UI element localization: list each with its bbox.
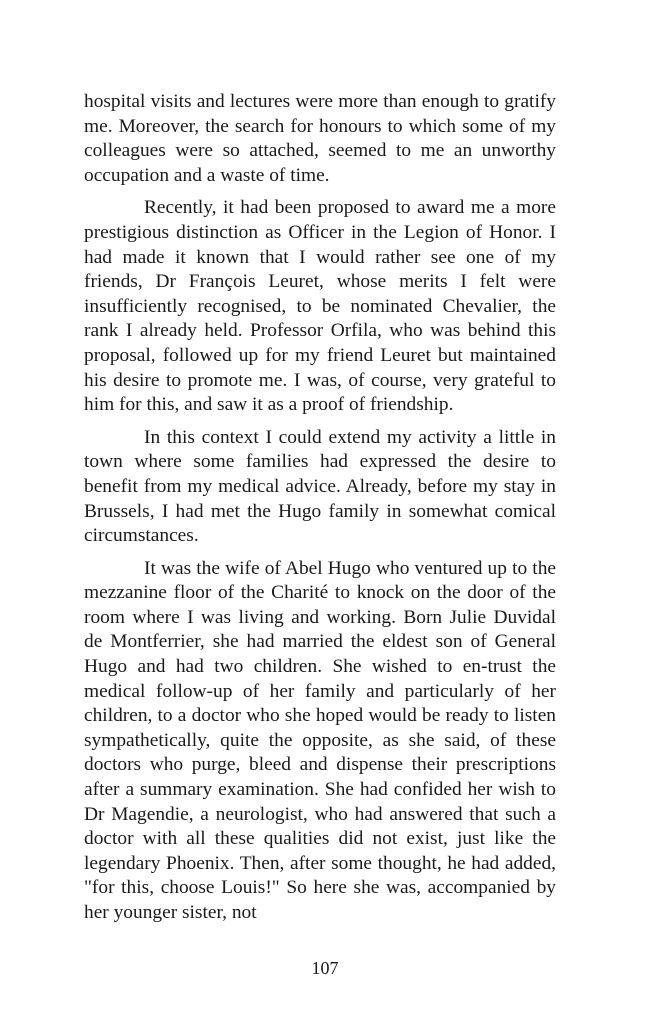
paragraph-continuation: hospital visits and lectures were more than enough to gratify me. Moreover, the search for honours to which some of my colleagues were so attached, seemed to me an unworthy occupation and a waste of time. <box>84 91 556 186</box>
paragraph-activity-in-town: In this context I could extend my activity a little in town where some families had expressed the desire to benefit from my medical advice. Already, before my stay in Brussels, I had met the Hugo family in somewhat comical circumstances. <box>84 426 556 547</box>
paragraph-abel-hugo-wife: It was the wife of Abel Hugo who ventured up to the mezzanine floor of the Charité to knock on the door of the room where I was living and working. Born Julie Duvidal de Montferrier, she had married the eldest son of General Hugo and had two children. She wished to en-trust the medical follow-up of her family and particularly of her children, to a doctor who she hoped would be ready to listen sympathetically, quite the opposite, as she said, of these doctors who purge, bleed and dispense their prescriptions after a summary examination. She had confided her wish to Dr Magendie, a neurologist, who had answered that such a doctor with all these qualities did not exist, just like the legendary Phoenix. Then, after some thought, he had added, "for this, choose Louis!" So here she was, accompanied by her younger sister, not <box>84 557 556 923</box>
page-body <box>84 90 556 934</box>
paragraph-legion-of-honor: Recently, it had been proposed to award me a more prestigious distinction as Officer in the Legion of Honor. I had made it known that I would rather see one of my friends, Dr François Leuret, whose merits I felt were insufficiently recognised, to be nominated Chevalier, the rank I already held. Professor Orfila, who was behind this proposal, followed up for my friend Leuret but maintained his desire to promote me. I was, of course, very grateful to him for this, and saw it as a proof of friendship. <box>84 197 556 416</box>
page-number: 107 <box>311 958 339 978</box>
